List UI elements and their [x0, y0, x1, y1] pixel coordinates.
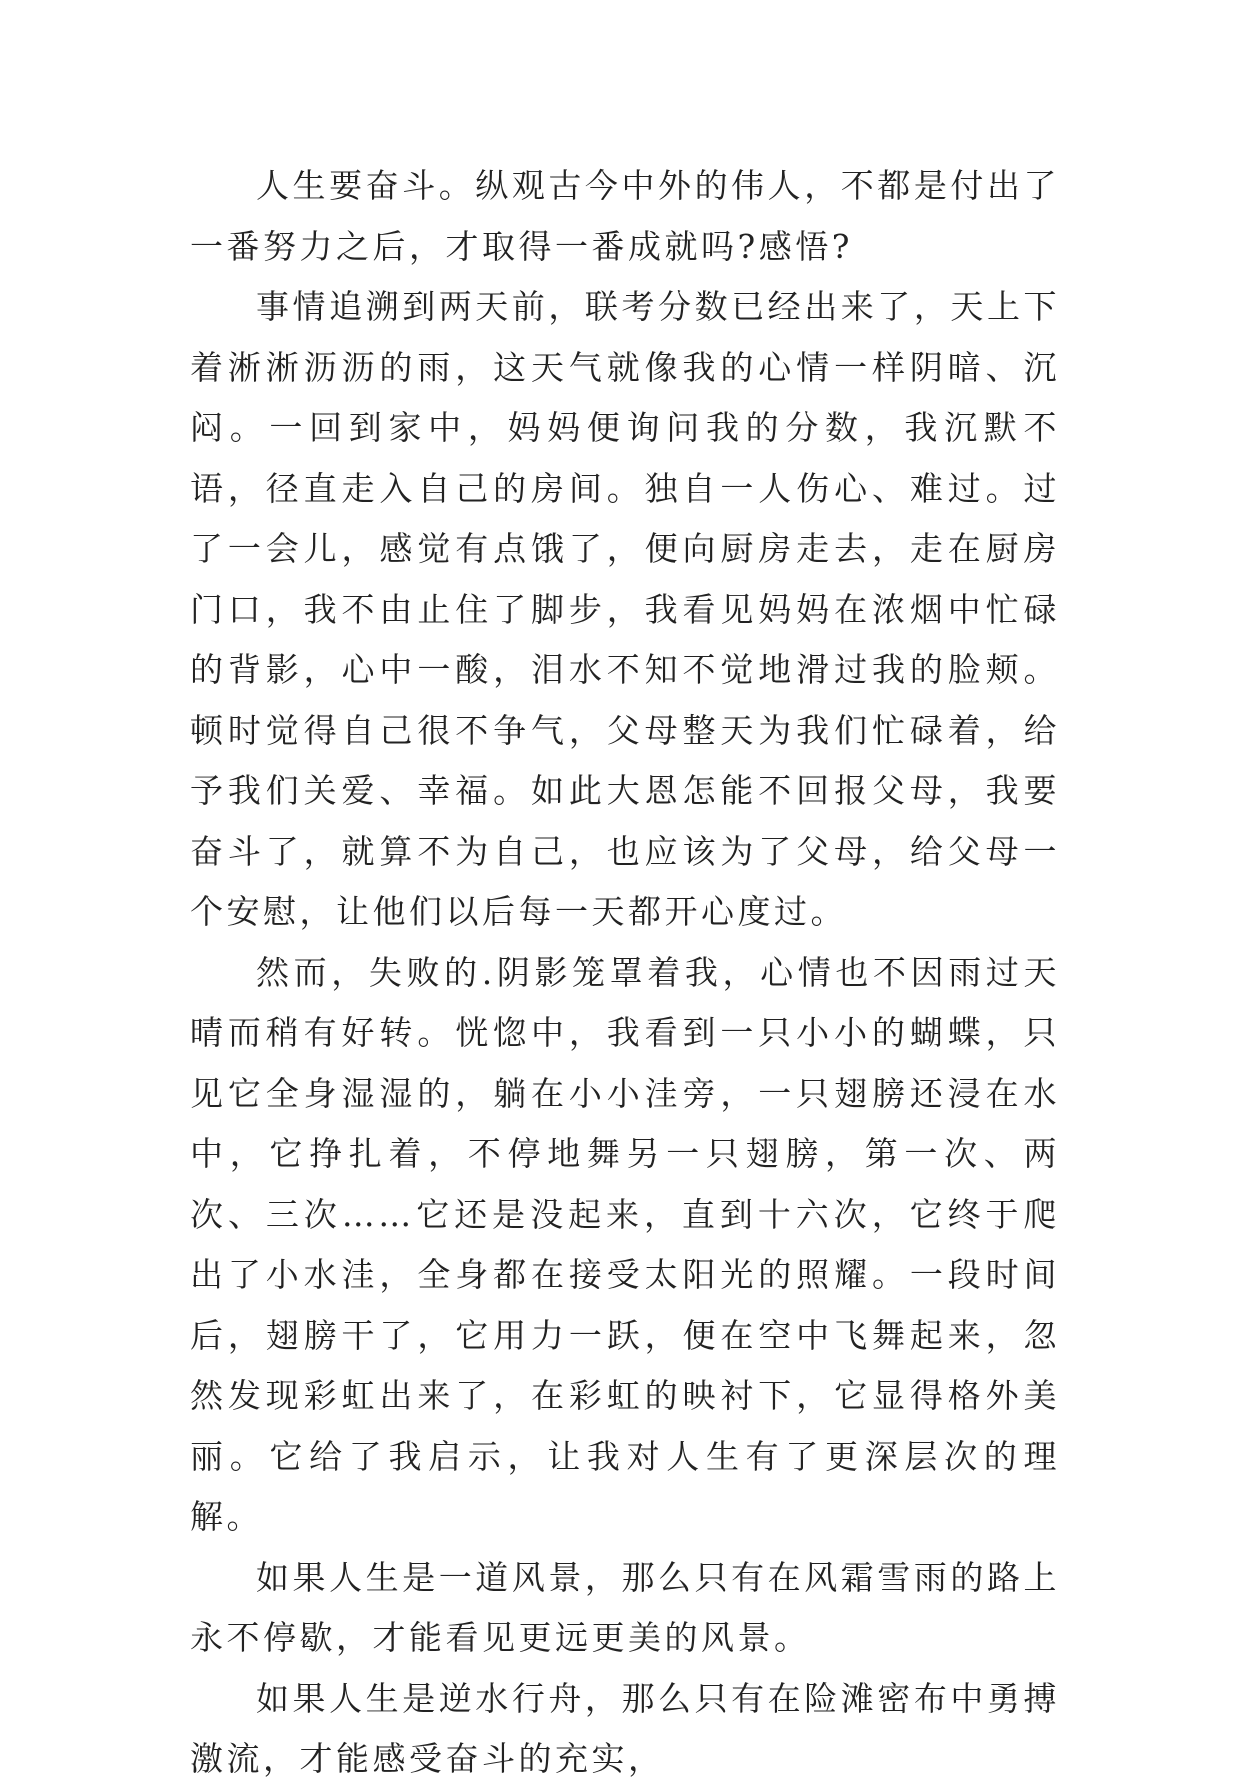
paragraph-1: 人生要奋斗。纵观古今中外的伟人，不都是付出了一番努力之后，才取得一番成就吗?感悟? [190, 166, 1060, 266]
paragraph-2: 事情追溯到两天前，联考分数已经出来了，天上下着淅淅沥沥的雨，这天气就像我的心情一样阴暗、沉闷。一回到家中，妈妈便询问我的分数，我沉默不语，径直走入自己的房间。独自一人伤心、难过。过了一会儿，感觉有点饿了，便向厨房走去，走在厨房门口，我不由止住了脚步，我看见妈妈在浓烟中忙碌的背影，心中一酸，泪水不知不觉地滑过我的脸颊。顿时觉得自己很不争气，父母整天为我们忙碌着，给予我们关爱、幸福。如此大恩怎能不回报父母，我要奋斗了，就算不为自己，也应该为了父母，给父母一个安慰，让他们以后每一天都开心度过。 [190, 287, 1060, 931]
essay-body [190, 156, 1060, 1790]
paragraph-4: 如果人生是一道风景，那么只有在风霜雪雨的路上永不停歇，才能看见更远更美的风景。 [190, 1557, 1060, 1657]
paragraph-3: 然而，失败的.阴影笼罩着我，心情也不因雨过天晴而稍有好转。恍惚中，我看到一只小小的蝴蝶，只见它全身湿湿的，躺在小小洼旁，一只翅膀还浸在水中，它挣扎着，不停地舞另一只翅膀，第一次、两次、三次……它还是没起来，直到十六次，它终于爬出了小水洼，全身都在接受太阳光的照耀。一段时间后，翅膀干了，它用力一跃，便在空中飞舞起来，忽然发现彩虹出来了，在彩虹的映衬下，它显得格外美丽。它给了我启示，让我对人生有了更深层次的理解。 [190, 952, 1060, 1536]
paragraph-5: 如果人生是逆水行舟，那么只有在险滩密布中勇搏激流，才能感受奋斗的充实， [190, 1678, 1060, 1778]
